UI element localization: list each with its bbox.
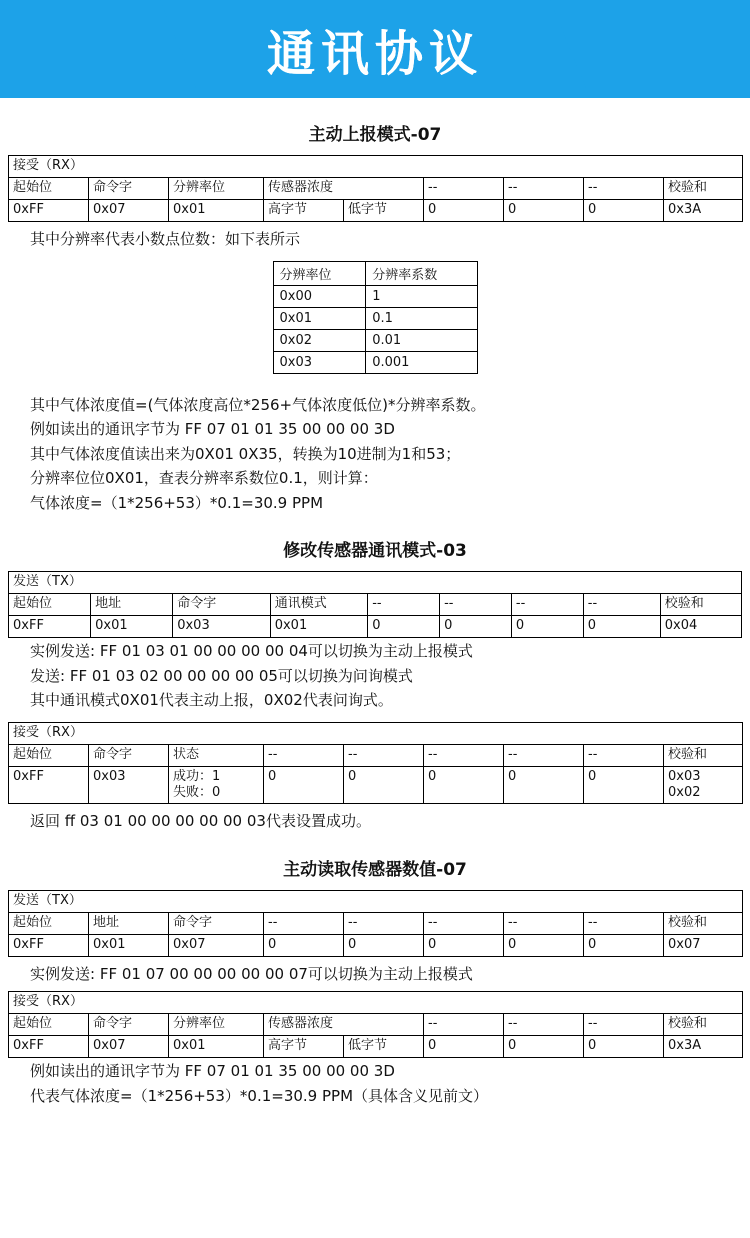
- table-cell: 0xFF: [9, 1036, 89, 1058]
- section2-note-2: 发送: FF 01 03 02 00 00 00 00 05可以切换为问询模式: [30, 666, 413, 685]
- formula-note-4: 分辨率位位0X01，查表分辨率系数位0.1，则计算：: [30, 469, 378, 487]
- table-cell: 0x04: [660, 616, 741, 638]
- checksum-fail: 0x02: [668, 784, 701, 800]
- table-cell: 0: [424, 1036, 504, 1058]
- table-row: [273, 329, 477, 351]
- table-row: [9, 156, 743, 178]
- table-cell: 0: [504, 200, 584, 222]
- page-banner: [0, 0, 750, 98]
- table-row: [273, 261, 477, 285]
- table-row: [9, 766, 743, 804]
- table-header-cell: --: [344, 912, 424, 934]
- table-header-cell: 命令字: [89, 744, 169, 766]
- table-header-cell: --: [368, 594, 440, 616]
- table-cell: 0: [424, 934, 504, 956]
- table-tx-read: [8, 890, 743, 957]
- table-rx-set-mode: [8, 722, 743, 805]
- table-header-cell: 命令字: [89, 1014, 169, 1036]
- table-header-cell: 通讯模式: [270, 594, 368, 616]
- table-header-cell: 校验和: [664, 178, 743, 200]
- table-cell: 0: [344, 934, 424, 956]
- table-header-cell: --: [584, 1014, 664, 1036]
- table-cell: 0x01: [273, 307, 366, 329]
- table-cell: 0x02: [273, 329, 366, 351]
- table-header-cell: 起始位: [9, 912, 89, 934]
- section3-after-note-1: 例如读出的通讯字节为 FF 07 01 01 35 00 00 00 3D: [30, 1062, 395, 1080]
- table-row: [9, 992, 743, 1014]
- table-header-cell: --: [504, 1014, 584, 1036]
- table-header-cell: 起始位: [9, 744, 89, 766]
- section3-after-note-2: 代表气体浓度=（1*256+53）*0.1=30.9 PPM（具体含义见前文）: [30, 1086, 489, 1105]
- table-header-cell: 分辨率位: [169, 1014, 264, 1036]
- table-row: [273, 285, 477, 307]
- table-header-cell: --: [424, 1014, 504, 1036]
- table-rx-read: [8, 991, 743, 1058]
- table-resolution: [273, 261, 478, 374]
- table-caption: 接受（RX）: [9, 992, 743, 1014]
- table-tx-set-mode: [8, 571, 742, 638]
- table-caption: 接受（RX）: [9, 722, 743, 744]
- table-cell: 0: [584, 200, 664, 222]
- table-header-cell: 起始位: [9, 178, 89, 200]
- formula-note-5: 气体浓度=（1*256+53）*0.1=30.9 PPM: [30, 493, 324, 512]
- table-header-cell: 校验和: [664, 744, 743, 766]
- table-cell: 0.001: [366, 351, 477, 373]
- table-row: [9, 934, 743, 956]
- table-caption: 接受（RX）: [9, 156, 743, 178]
- table-cell: 低字节: [344, 200, 424, 222]
- document-content: [0, 120, 750, 1107]
- section-heading-2: 修改传感器通讯模式-03: [283, 541, 467, 561]
- table-cell: 0x3A: [664, 200, 743, 222]
- table-header-cell: --: [264, 744, 344, 766]
- formula-note-1: 其中气体浓度值=(气体浓度高位*256+气体浓度低位)*分辨率系数。: [30, 395, 486, 414]
- table-header-cell: --: [583, 594, 660, 616]
- table-header-cell: --: [440, 594, 512, 616]
- table-cell: 0: [584, 934, 664, 956]
- table-header-cell: --: [424, 744, 504, 766]
- table-cell: 0: [424, 200, 504, 222]
- table-rx-report: [8, 155, 743, 222]
- section3-note-1: 实例发送: FF 01 07 00 00 00 00 00 07可以切换为主动上报模式: [30, 964, 473, 983]
- table-header-cell: 起始位: [9, 1014, 89, 1036]
- table-cell: 0x01: [91, 616, 173, 638]
- table-header-cell: 命令字: [89, 178, 169, 200]
- table-cell: 高字节: [264, 200, 344, 222]
- table-cell: 高字节: [264, 1036, 344, 1058]
- section-heading-1: 主动上报模式-07: [308, 125, 442, 145]
- table-caption: 发送（TX）: [9, 890, 743, 912]
- table-header-cell: 校验和: [664, 912, 743, 934]
- table-row: [9, 178, 743, 200]
- table-cell-checksum: [664, 766, 743, 804]
- table-cell: 0x3A: [664, 1036, 743, 1058]
- formula-note-2: 例如读出的通讯字节为 FF 07 01 01 35 00 00 00 3D: [30, 420, 395, 438]
- table-cell: 0: [344, 766, 424, 804]
- note-resolution: 其中分辨率代表小数点位数：如下表所示: [30, 230, 301, 248]
- table-cell: 0x01: [169, 1036, 264, 1058]
- table-cell: 0x07: [664, 934, 743, 956]
- section2-after-note: 返回 ff 03 01 00 00 00 00 00 03代表设置成功。: [30, 812, 371, 830]
- table-cell-status: [169, 766, 264, 804]
- table-cell: 0x03: [173, 616, 271, 638]
- table-row: [9, 890, 743, 912]
- table-cell: 0x07: [89, 1036, 169, 1058]
- table-header-cell: --: [504, 912, 584, 934]
- table-cell: 0xFF: [9, 934, 89, 956]
- table-header-cell: --: [584, 178, 664, 200]
- table-row: [273, 307, 477, 329]
- table-row: [9, 722, 743, 744]
- table-header-cell: --: [344, 744, 424, 766]
- section-heading-3: 主动读取传感器数值-07: [283, 859, 467, 880]
- table-cell: 0x07: [169, 934, 264, 956]
- table-cell: 0: [584, 766, 664, 804]
- table-cell: 0: [264, 934, 344, 956]
- table-row: [9, 594, 742, 616]
- table-row: [273, 351, 477, 373]
- table-cell: 0: [583, 616, 660, 638]
- table-cell: 0xFF: [9, 766, 89, 804]
- table-header-cell: 传感器浓度: [264, 178, 424, 200]
- table-cell: 1: [366, 285, 477, 307]
- table-header-cell: 校验和: [660, 594, 741, 616]
- table-row: [9, 1014, 743, 1036]
- table-header-cell: --: [264, 912, 344, 934]
- table-cell: 0: [511, 616, 583, 638]
- table-header-cell: 分辨率位: [273, 261, 366, 285]
- table-header-cell: --: [424, 178, 504, 200]
- table-header-cell: 分辨率位: [169, 178, 264, 200]
- table-header-cell: 校验和: [664, 1014, 743, 1036]
- table-cell: 0xFF: [9, 616, 91, 638]
- table-cell: 0x01: [89, 934, 169, 956]
- table-header-cell: 分辨率系数: [366, 261, 477, 285]
- table-header-cell: --: [504, 744, 584, 766]
- table-cell: 0: [504, 1036, 584, 1058]
- table-row: [9, 744, 743, 766]
- table-cell: 0x01: [169, 200, 264, 222]
- status-fail: 失败：0: [173, 784, 221, 800]
- table-header-cell: 起始位: [9, 594, 91, 616]
- table-header-cell: --: [584, 744, 664, 766]
- table-header-cell: --: [424, 912, 504, 934]
- table-row: [9, 200, 743, 222]
- table-cell: 0: [264, 766, 344, 804]
- checksum-success: 0x03: [668, 768, 701, 784]
- table-cell: 0: [440, 616, 512, 638]
- table-cell: 0xFF: [9, 200, 89, 222]
- table-header-cell: --: [511, 594, 583, 616]
- table-cell: 0: [504, 766, 584, 804]
- table-header-cell: --: [504, 178, 584, 200]
- table-row: [9, 572, 742, 594]
- table-header-cell: 命令字: [173, 594, 271, 616]
- table-cell: 0.01: [366, 329, 477, 351]
- table-cell: 0x01: [270, 616, 368, 638]
- table-cell: 0x03: [89, 766, 169, 804]
- table-row: [9, 1036, 743, 1058]
- table-cell: 0x07: [89, 200, 169, 222]
- status-success: 成功：1: [173, 768, 221, 784]
- table-row: [9, 616, 742, 638]
- table-cell: 0: [504, 934, 584, 956]
- table-cell: 0: [584, 1036, 664, 1058]
- table-header-cell: 命令字: [169, 912, 264, 934]
- section2-note-1: 实例发送: FF 01 03 01 00 00 00 00 04可以切换为主动上报模式: [30, 642, 473, 660]
- banner-title: 通讯协议: [266, 25, 483, 82]
- table-cell: 0x03: [273, 351, 366, 373]
- table-header-cell: --: [584, 912, 664, 934]
- section2-note-3: 其中通讯模式0X01代表主动上报，0X02代表问询式。: [30, 691, 393, 709]
- table-cell: 低字节: [344, 1036, 424, 1058]
- table-cell: 0: [368, 616, 440, 638]
- table-cell: 0.1: [366, 307, 477, 329]
- formula-note-3: 其中气体浓度值读出来为0X01 0X35，转换为10进制为1和53；: [30, 444, 461, 463]
- table-header-cell: 地址: [89, 912, 169, 934]
- table-row: [9, 912, 743, 934]
- table-header-cell: 传感器浓度: [264, 1014, 424, 1036]
- table-caption: 发送（TX）: [9, 572, 742, 594]
- table-cell: 0x00: [273, 285, 366, 307]
- table-header-cell: 状态: [169, 744, 264, 766]
- table-header-cell: 地址: [91, 594, 173, 616]
- table-cell: 0: [424, 766, 504, 804]
